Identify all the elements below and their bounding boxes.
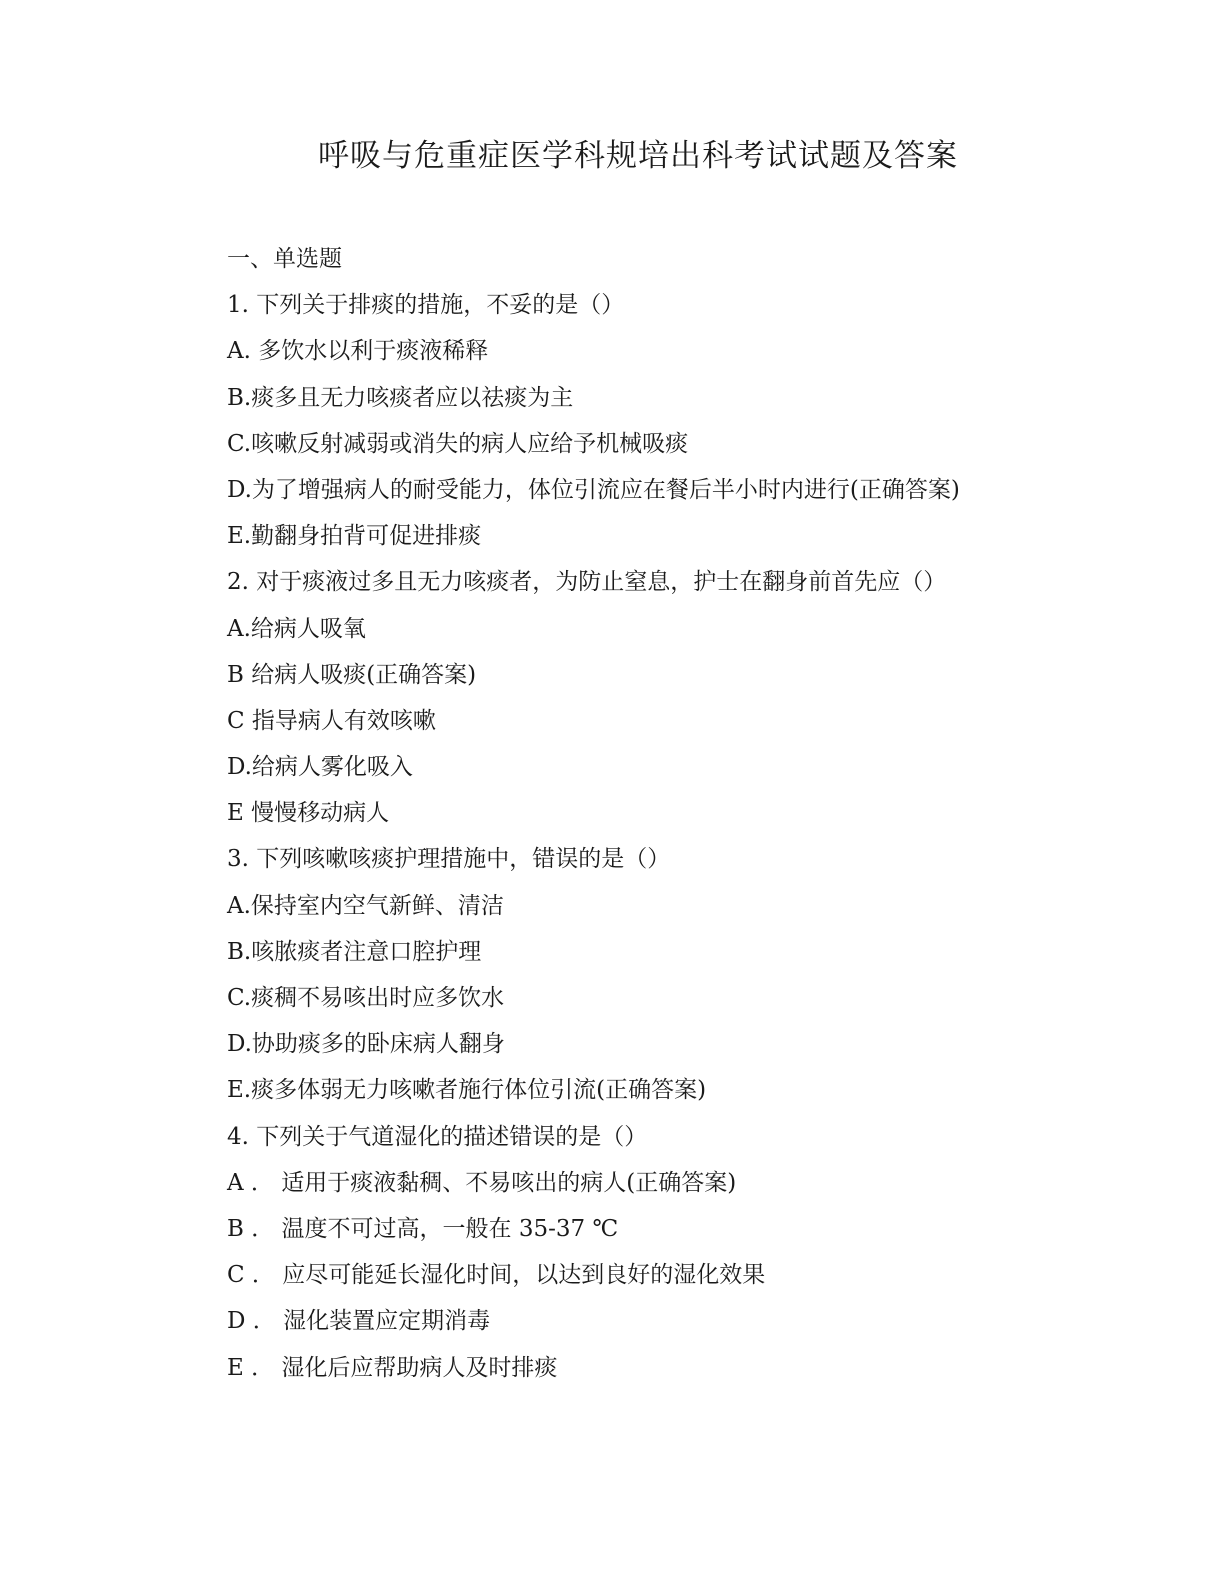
question-2-option-d: D.给病人雾化吸入: [227, 754, 413, 781]
question-3-option-d: D.协助痰多的卧床病人翻身: [227, 1031, 505, 1058]
question-4-stem: 4. 下列关于气道湿化的描述错误的是（）: [227, 1123, 648, 1150]
question-1-option-a: A. 多饮水以利于痰液稀释: [227, 338, 489, 365]
question-3-option-c: C.痰稠不易咳出时应多饮水: [227, 985, 505, 1011]
question-3-option-b: B.咳脓痰者注意口腔护理: [227, 938, 482, 965]
question-list: [227, 236, 1127, 1391]
section-heading: 一、单选题: [227, 246, 342, 272]
question-2-option-b: B 给病人吸痰(正确答案): [227, 661, 477, 688]
question-1-option-d: D.为了增强病人的耐受能力，体位引流应在餐后半小时内进行(正确答案): [227, 476, 960, 503]
question-1-stem: 1. 下列关于排痰的措施，不妥的是（）: [227, 292, 625, 319]
question-1-option-b: B.痰多且无力咳痰者应以祛痰为主: [227, 384, 574, 411]
question-4-option-c: C ． 应尽可能延长湿化时间，以达到良好的湿化效果: [227, 1262, 766, 1289]
question-1-option-e: E.勤翻身拍背可促进排痰: [227, 523, 482, 550]
question-3-option-a: A.保持室内空气新鲜、清洁: [227, 892, 504, 919]
question-4-option-b: B ． 温度不可过高，一般在 35-37 ℃: [227, 1215, 619, 1242]
question-1-option-c: C.咳嗽反射减弱或消失的病人应给予机械吸痰: [227, 430, 689, 457]
document-title: 呼吸与危重症医学科规培出科考试试题及答案: [318, 138, 958, 174]
question-2-option-e: E 慢慢移动病人: [227, 800, 390, 827]
question-3-stem: 3. 下列咳嗽咳痰护理措施中，错误的是（）: [227, 846, 671, 873]
question-4-option-e: E ． 湿化后应帮助病人及时排痰: [227, 1354, 558, 1381]
question-2-option-a: A.给病人吸氧: [227, 615, 366, 642]
question-2-option-c: C 指导病人有效咳嗽: [227, 707, 436, 734]
question-4-option-d: D ． 湿化装置应定期消毒: [227, 1308, 491, 1335]
question-3-option-e: E.痰多体弱无力咳嗽者施行体位引流(正确答案): [227, 1077, 707, 1104]
question-4-option-a: A ． 适用于痰液黏稠、不易咳出的病人(正确答案): [227, 1169, 737, 1196]
question-2-stem: 2. 对于痰液过多且无力咳痰者，为防止窒息，护士在翻身前首先应（）: [227, 569, 947, 596]
